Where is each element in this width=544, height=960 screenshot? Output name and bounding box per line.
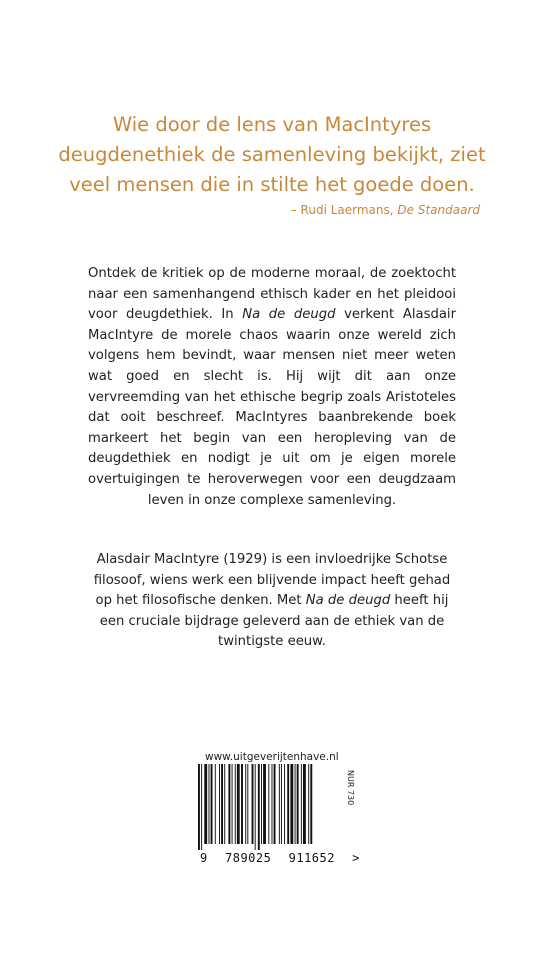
barcode-bar [301, 764, 302, 844]
barcode-bar [241, 764, 243, 844]
barcode-bar [237, 764, 240, 844]
barcode-bar [284, 764, 285, 844]
barcode-bar [263, 764, 266, 844]
barcode-bar [219, 764, 220, 844]
description-text-2: verkent Alasdair MacIntyre de morele chaos waarin onze wereld zich volgens hem bevindt, waar mensen niet meer weten wat goed en slecht is. Hij wijt dit aan onze vervreemding van het ethische begrip zoals Aristoteles dat ooit beschreef. MacIntyres baanbrekende boek markeert het begin van een heropleving van de deugdethiek en nodigt je uit om je eigen morele overtuigingen te heroverwegen voor een deugdzaam leven in onze complexe samenleving. [88, 307, 456, 508]
barcode-bar [211, 764, 213, 844]
book-description [88, 264, 456, 511]
barcode-bar [258, 764, 260, 850]
barcode-bar [261, 764, 262, 844]
barcode-bar [228, 764, 230, 844]
barcode-bar [201, 764, 202, 850]
quote-line-2: deugdenethiek de samenleving bekijkt, ziet [58, 143, 486, 166]
barcode-bar [310, 764, 312, 844]
publisher-website: www.uitgeverijtenhave.nl [205, 751, 339, 763]
isbn-number [200, 851, 360, 865]
barcode-bar [255, 764, 256, 850]
barcode-bar [272, 764, 273, 844]
barcode-bar [274, 764, 276, 844]
barcode-bar [252, 764, 254, 844]
barcode-bar [209, 764, 210, 844]
barcode-bar [290, 764, 293, 844]
barcode-bar [247, 764, 248, 844]
nur-code: NUR 730 [346, 770, 355, 806]
barcode-bar [224, 764, 225, 844]
barcode-graphic [196, 764, 346, 850]
barcode-bar [232, 764, 233, 844]
author-bio [88, 550, 456, 653]
bio-book-title: Na de deugd [305, 593, 391, 609]
barcode-bar [215, 764, 216, 844]
barcode-bar [303, 764, 306, 844]
barcode [196, 764, 356, 862]
barcode-bar [268, 764, 269, 844]
barcode-bar [221, 764, 223, 844]
quote-attribution [40, 203, 480, 217]
bio-text-1: Alasdair MacIntyre (1929) is een invloedrijke Schotse filosoof, wiens werk een blijvende impact heeft gehad op het filosofische denken. Met [93, 552, 451, 609]
barcode-bar [204, 764, 207, 844]
barcode-bar [295, 764, 296, 844]
barcode-bar [235, 764, 236, 844]
attribution-name: – Rudi Laermans, [290, 203, 398, 217]
barcode-bar [297, 764, 299, 844]
quote-line-1: Wie door de lens van MacIntyres [112, 113, 432, 136]
back-cover-quote [40, 110, 504, 200]
description-text-1: Ontdek de kritiek op de moderne moraal, de zoektocht naar een samenhangend ethisch kader en het pleidooi voor deugdethiek. In [88, 266, 456, 323]
barcode-bar [245, 764, 246, 844]
isbn-group-2: 911652 [288, 851, 335, 865]
barcode-bar [281, 764, 282, 844]
isbn-arrow: > [352, 851, 360, 865]
bio-text-2: heeft hij een cruciale bijdrage geleverd aan de ethiek van de twintigste eeuw. [99, 593, 449, 650]
attribution-source: De Standaard [397, 203, 480, 217]
barcode-bar [198, 764, 200, 850]
barcode-bar [279, 764, 280, 844]
book-title: Na de deugd [242, 307, 336, 323]
quote-line-3: veel mensen die in stilte het goede doen. [69, 173, 475, 196]
barcode-bar [287, 764, 289, 844]
barcode-bar [308, 764, 309, 844]
isbn-first-digit: 9 [200, 851, 208, 865]
isbn-group-1: 789025 [225, 851, 272, 865]
